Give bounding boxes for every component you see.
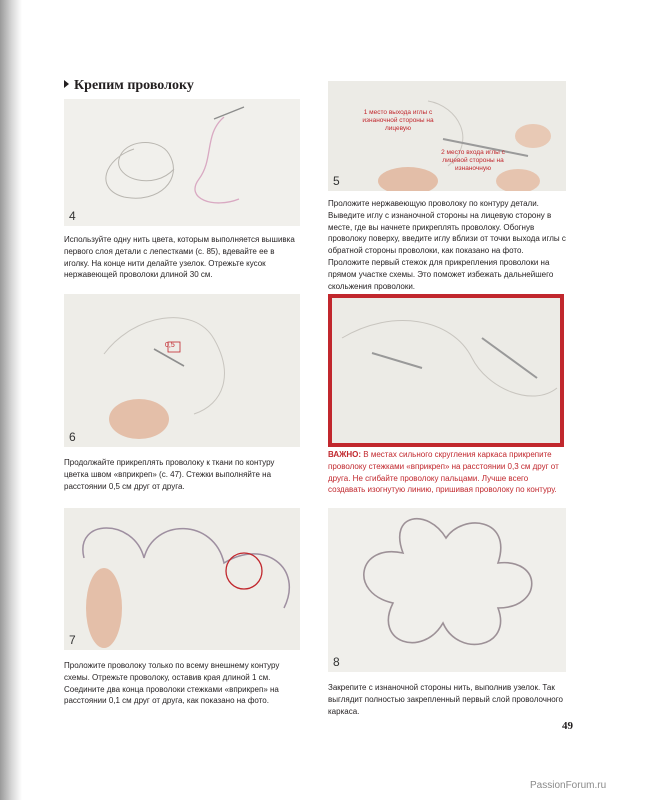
caption-important (328, 449, 566, 496)
figure-number: 8 (333, 655, 340, 669)
page-number: 49 (562, 720, 573, 732)
caption-7: Проложите проволоку только по всему внешнему контуру схемы. Отрежьте проволоку, оставив края длиной 1 см. Соедините два конца проволоки стежками «вприкреп» на расстоянии 0,1 см друг от друга, как показано на фото. (64, 661, 280, 706)
annotation-exit-point: 1 место выхода иглы с изнаночной стороны на лицевую (362, 109, 434, 132)
figure-number: 4 (69, 209, 76, 223)
wire-and-thread-illustration (64, 99, 300, 226)
curved-stitch-detail-illustration (332, 298, 560, 443)
page-edge-strip (0, 0, 22, 800)
needle-through-fabric-illustration (328, 81, 566, 191)
annotation-entry-point: 2 место входа иглы с лицевой стороны на изнаночную (441, 149, 505, 172)
caption-4: Используйте одну нить цвета, которым выполняется вышивка первого слоя детали с лепестками (с. 85), вдевайте ее в иголку. На конце нити делайте узелок. Отрежьте кусок нержавеющей проволоки длиной 30 см. (64, 235, 295, 280)
figure-number: 6 (69, 430, 76, 444)
caption-5: Проложите нержавеющую проволоку по контуру детали. Выведите иглу с изнаночной стороны на лицевую сторону в месте, где вы начнете прикреплять проволоку. Обогнув проволоку поверху, введите иглу вблизи от точки выхода иглы с обратной стороны проволоки, как показано на фото. Проложите первый стежок для прикрепления проволоки на прямом участке схемы. Это поможет избежать дальнейшего скольжения проволоки. (328, 199, 566, 291)
important-text: В местах сильного скругления каркаса прикрепите проволоку стежками «вприкреп» на расстоянии 0,3 см друг от друга. Не сгибайте проволоку пальцами. Лучше всего создавать изогнутую линию, пришивая проволоку по контуру. (328, 450, 559, 495)
caption-8: Закрепите с изнаночной стороны нить, выполнив узелок. Так выглядит полностью закрепленный первый слой проволочного каркаса. (328, 683, 563, 716)
figure-number: 5 (333, 174, 340, 188)
triangle-marker-icon (64, 80, 69, 88)
photo-7 (64, 508, 300, 650)
section-title-text: Крепим проволоку (74, 78, 194, 93)
caption-6: Продолжайте прикреплять проволоку к ткани по контуру цветка швом «вприкреп» (с. 47). Стежки выполняйте на расстоянии 0,5 см друг от друга. (64, 458, 275, 491)
photo-4 (64, 99, 300, 226)
photo-5 (328, 81, 566, 191)
flower-wire-frame-illustration (328, 508, 566, 672)
stitching-wire-illustration (64, 294, 300, 447)
important-label: ВАЖНО: (328, 450, 362, 459)
photo-8 (328, 508, 566, 672)
photo-6b (328, 294, 564, 447)
dimension-label: 0,5 (165, 342, 175, 349)
watermark: PassionForum.ru (530, 780, 607, 791)
photo-6 (64, 294, 300, 447)
wire-outline-illustration (64, 508, 300, 650)
figure-number: 7 (69, 633, 76, 647)
section-title (64, 78, 194, 94)
